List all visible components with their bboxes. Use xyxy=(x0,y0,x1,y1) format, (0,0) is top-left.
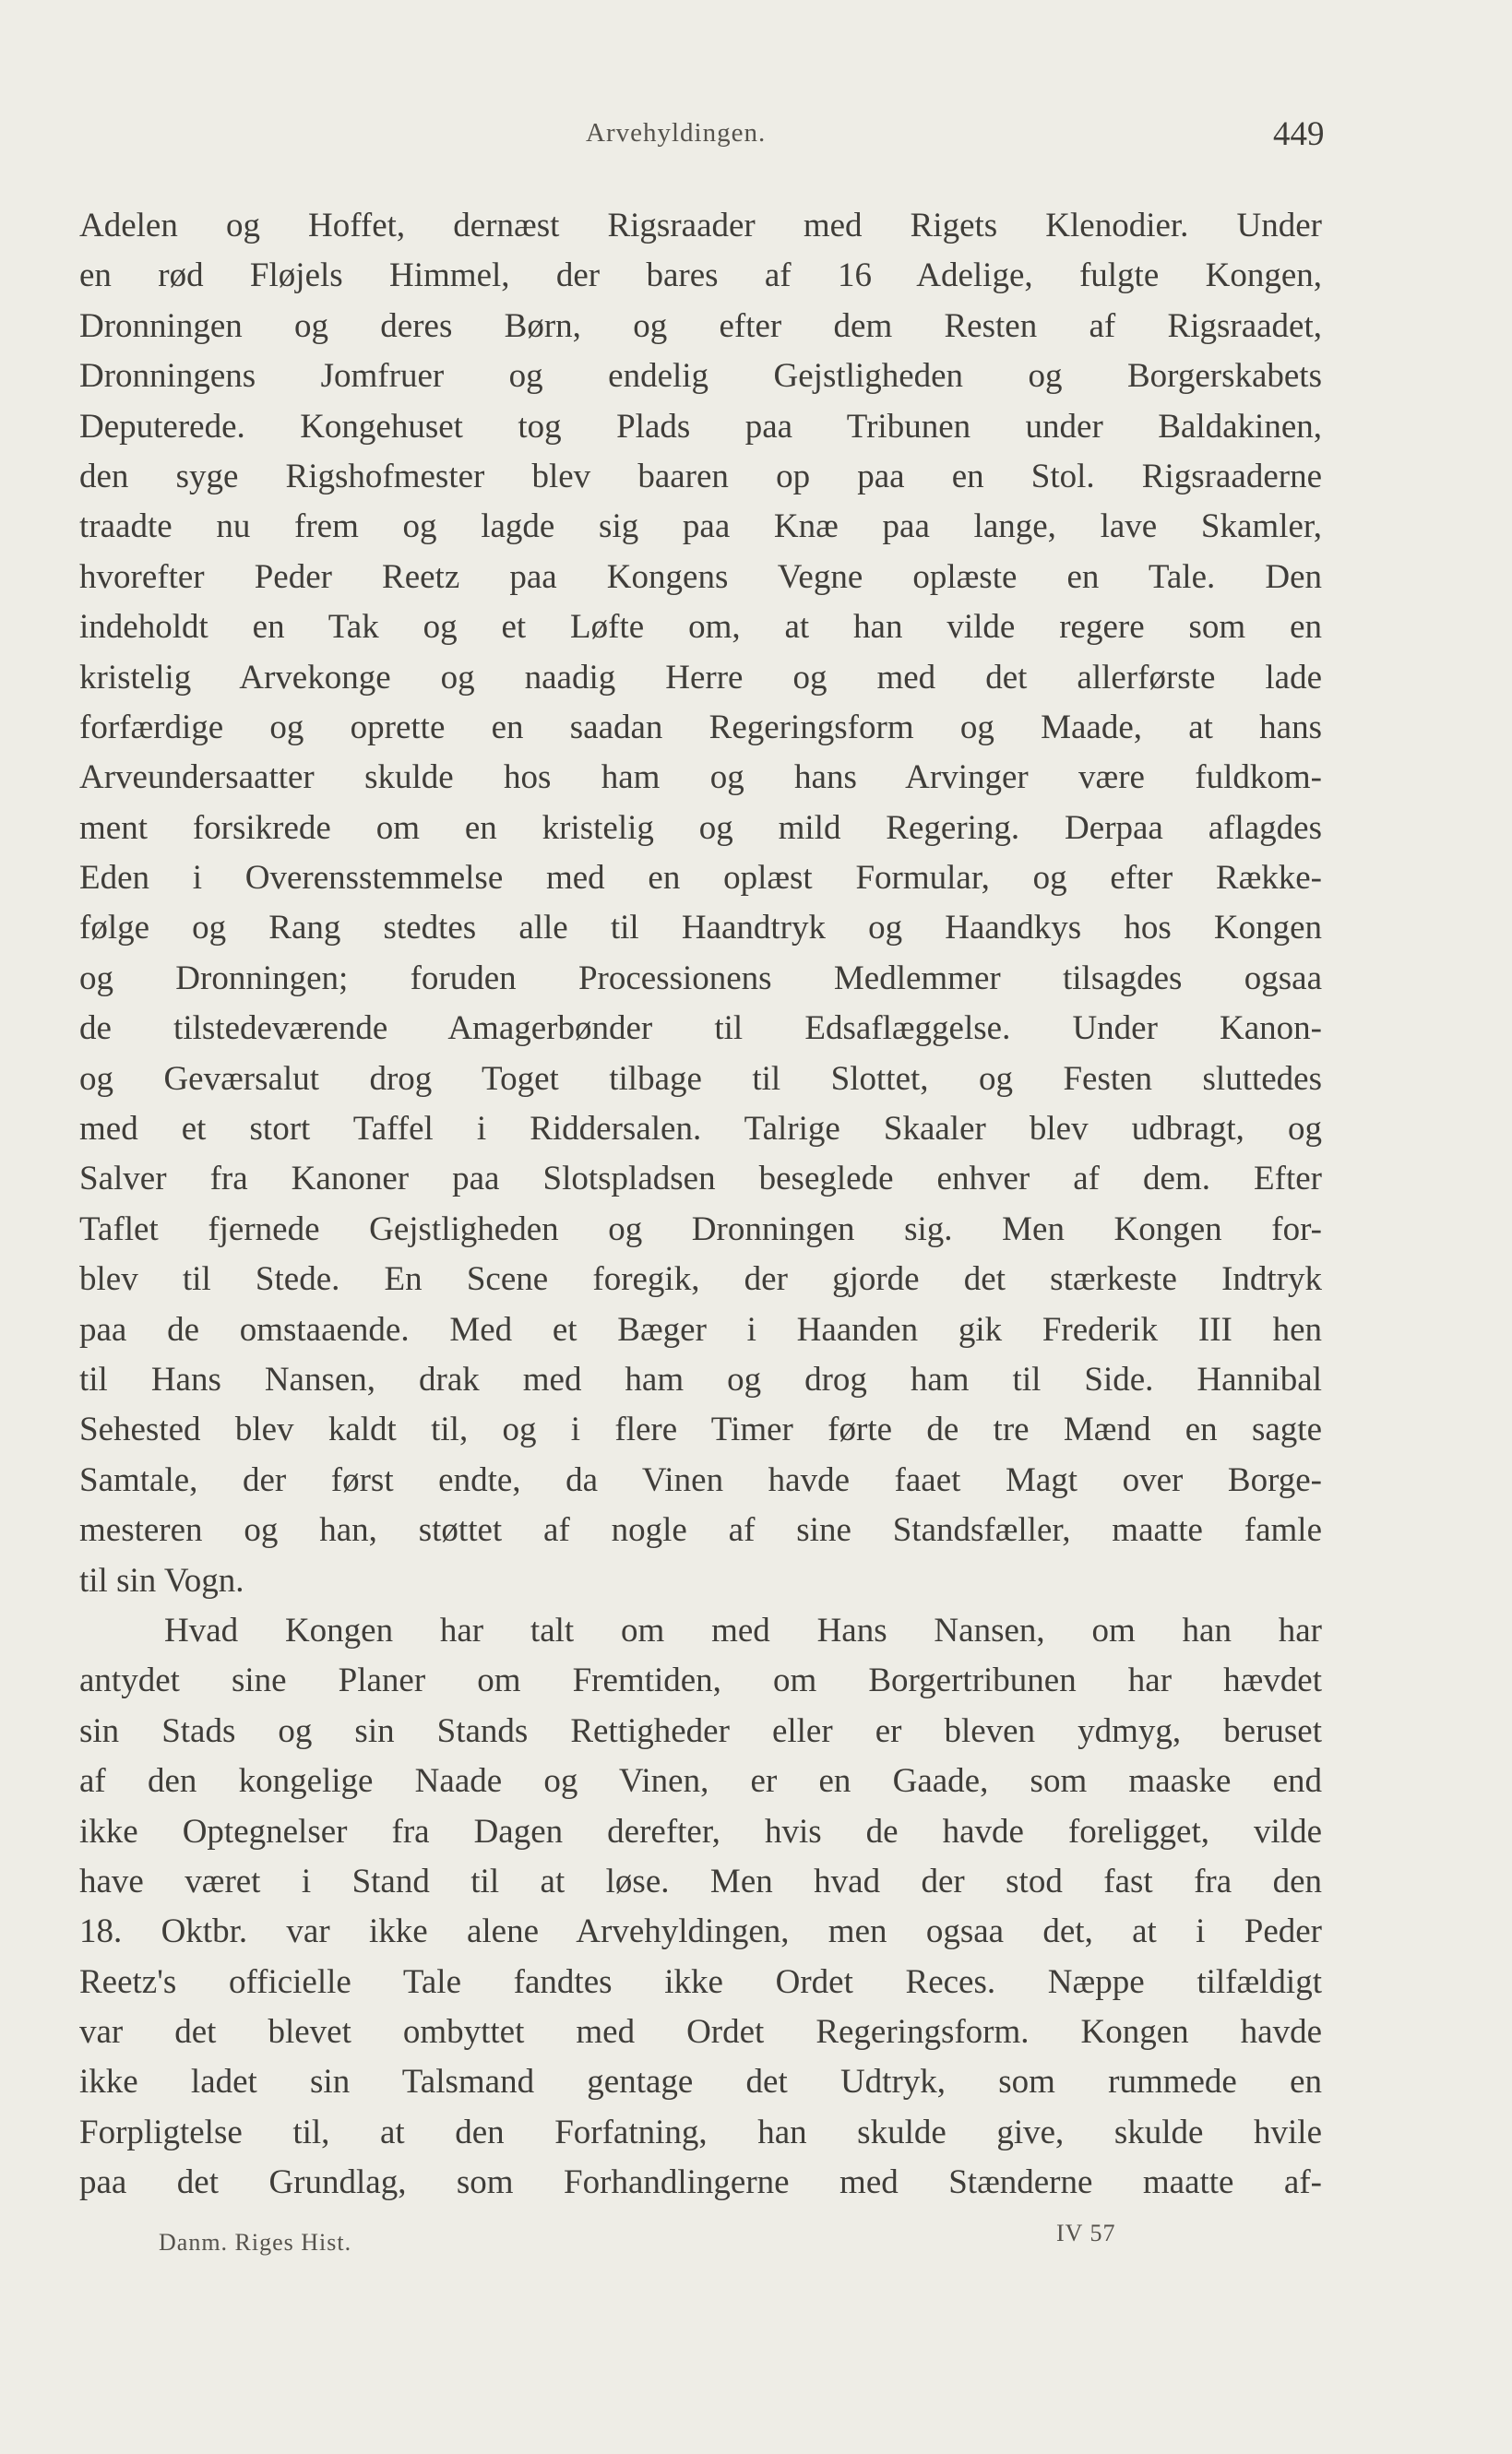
text-line: Dronningen og deres Børn, og efter dem Resten af Rigsraadet, xyxy=(79,306,1322,345)
text-line: Arveundersaatter skulde hos ham og hans Arvinger være fuldkom- xyxy=(79,758,1322,797)
paragraph-end-line: til sin Vogn. xyxy=(79,1561,244,1600)
text-line: Reetz's officielle Tale fandtes ikke Ordet Reces. Næppe tilfældigt xyxy=(79,1962,1322,2001)
text-line: ikke ladet sin Talsmand gentage det Udtryk, som rummede en xyxy=(79,2063,1322,2102)
text-line: den syge Rigshofmester blev baaren op paa en Stol. Rigsraaderne xyxy=(79,457,1322,495)
text-line: Sehested blev kaldt til, og i flere Timer førte de tre Mænd en sagte xyxy=(79,1411,1322,1449)
text-line: hvorefter Peder Reetz paa Kongens Vegne oplæste en Tale. Den xyxy=(79,557,1322,596)
text-line: paa det Grundlag, som Forhandlingerne med Stænderne maatte af- xyxy=(79,2163,1322,2202)
text-line: Forpligtelse til, at den Forfatning, han skulde give, skulde hvile xyxy=(79,2113,1322,2151)
text-line: antydet sine Planer om Fremtiden, om Borgertribunen har hævdet xyxy=(79,1662,1322,1700)
text-line: til Hans Nansen, drak med ham og drog ham til Side. Hannibal xyxy=(79,1360,1322,1399)
text-line: ikke Optegnelser fra Dagen derefter, hvis de havde foreligget, vilde xyxy=(79,1812,1322,1851)
text-line: indeholdt en Tak og et Løfte om, at han vilde regere som en xyxy=(79,608,1322,647)
page-number: 449 xyxy=(1273,115,1325,153)
text-line: Deputerede. Kongehuset tog Plads paa Tribunen under Baldakinen, xyxy=(79,407,1322,446)
text-line: ment forsikrede om en kristelig og mild Regering. Derpaa aflagdes xyxy=(79,808,1322,847)
text-line: traadte nu frem og lagde sig paa Knæ paa lange, lave Skamler, xyxy=(79,507,1322,546)
text-line: have været i Stand til at løse. Men hvad der stod fast fra den xyxy=(79,1862,1322,1900)
text-line: Taflet fjernede Gejstligheden og Dronningen sig. Men Kongen for- xyxy=(79,1209,1322,1248)
text-line: kristelig Arvekonge og naadig Herre og med det allerførste lade xyxy=(79,658,1322,697)
text-line: var det blevet ombyttet med Ordet Regeringsform. Kongen havde xyxy=(79,2013,1322,2052)
text-line: mesteren og han, støttet af nogle af sine Standsfæller, maatte famle xyxy=(79,1511,1322,1550)
text-line: forfærdige og oprette en saadan Regeringsform og Maade, at hans xyxy=(79,708,1322,746)
text-line: blev til Stede. En Scene foregik, der gjorde det stærkeste Indtryk xyxy=(79,1260,1322,1299)
text-line: Eden i Overensstemmelse med en oplæst Formular, og efter Række- xyxy=(79,859,1322,898)
printer-signature: Danm. Riges Hist. xyxy=(159,2229,352,2256)
text-line: sin Stads og sin Stands Rettigheder eller er bleven ydmyg, beruset xyxy=(79,1711,1322,1750)
text-line: og Geværsalut drog Toget tilbage til Slottet, og Festen sluttedes xyxy=(79,1059,1322,1098)
text-line: paa de omstaaende. Med et Bæger i Haanden gik Frederik III hen xyxy=(79,1310,1322,1349)
text-line: Dronningens Jomfruer og endelig Gejstligheden og Borgerskabets xyxy=(79,357,1322,396)
text-line: af den kongelige Naade og Vinen, er en Gaade, som maaske end xyxy=(79,1762,1322,1801)
text-line: en rød Fløjels Himmel, der bares af 16 Adelige, fulgte Kongen, xyxy=(79,256,1322,295)
signature-mark: IV 57 xyxy=(1056,2220,1116,2246)
text-line: de tilstedeværende Amagerbønder til Edsaflæggelse. Under Kanon- xyxy=(79,1009,1322,1048)
text-line: følge og Rang stedtes alle til Haandtryk og Haandkys hos Kongen xyxy=(79,909,1322,947)
running-head: Arvehyldingen. xyxy=(586,118,767,148)
text-line: Samtale, der først endte, da Vinen havde faaet Magt over Borge- xyxy=(79,1460,1322,1499)
text-line: 18. Oktbr. var ikke alene Arvehyldingen, men ogsaa det, at i Peder xyxy=(79,1912,1322,1951)
text-line: og Dronningen; foruden Processionens Medlemmer tilsagdes ogsaa xyxy=(79,959,1322,997)
text-line: med et stort Taffel i Riddersalen. Talrige Skaaler blev udbragt, og xyxy=(79,1110,1322,1149)
text-line: Adelen og Hoffet, dernæst Rigsraader med Rigets Klenodier. Under xyxy=(79,207,1322,244)
paragraph-start-line: Hvad Kongen har talt om med Hans Nansen, om han har xyxy=(164,1611,1322,1650)
text-line: Salver fra Kanoner paa Slotspladsen beseglede enhver af dem. Efter xyxy=(79,1160,1322,1198)
body-text xyxy=(79,201,1322,2209)
